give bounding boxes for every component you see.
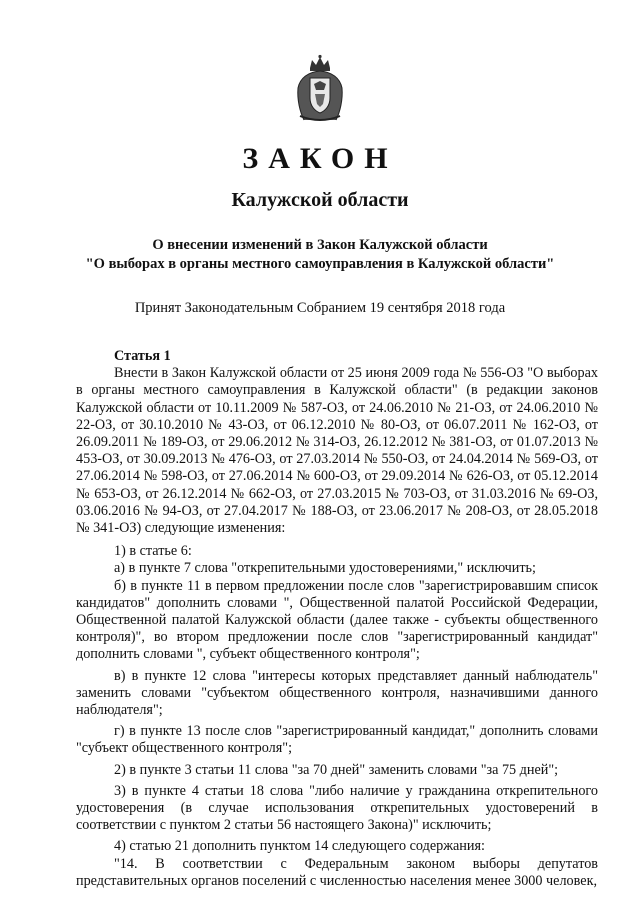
document-title: ЗАКОН — [242, 142, 398, 175]
document-region: Калужской области — [231, 189, 409, 211]
heading-line-1: О внесении изменений в Закон Калужской области — [152, 237, 488, 253]
document-heading — [0, 236, 640, 274]
coat-of-arms-emblem — [294, 54, 346, 124]
article-title: Статья 1 — [114, 348, 171, 364]
paragraph-item-4: 4) статью 21 дополнить пунктом 14 следующего содержания: — [114, 838, 485, 855]
paragraph-item-1v: в) в пункте 12 слова "интересы которых представляет данный наблюдатель" заменить словами "субъектом общественного контроля, назначившими данного наблюдателя"; — [76, 667, 598, 719]
paragraph-item-1: 1) в статье 6: — [114, 543, 192, 560]
paragraph-item-1g: г) в пункте 13 после слов "зарегистрированный кандидат," дополнить словами "субъект общественного контроля"; — [76, 723, 598, 757]
paragraph-item-1a: а) в пункте 7 слова "открепительными удостоверениями," исключить; — [114, 560, 536, 577]
paragraph-item-2: 2) в пункте 3 статьи 11 слова "за 70 дней" заменить словами "за 75 дней"; — [114, 761, 559, 778]
paragraph-item-4-text: "14. В соответствии с Федеральным законом выборы депутатов представительных органов поселений с численностью населения менее 3000 человек, — [76, 855, 598, 889]
paragraph-intro: Внести в Закон Калужской области от 25 июня 2009 года № 556-ОЗ "О выборах в органы местного самоуправления в Калужской области" (в редакции законов Калужской области от 10.11.2009 № 587-ОЗ, от 24.06.2010 № 21-ОЗ, от 24.06.2010 № 22-ОЗ, от 30.10.2010 № 43-ОЗ, от 06.12.2010 № 80-ОЗ, от 06.07.2011 № 162-ОЗ, от 26.09.2011 № 189-ОЗ, от 29.06.2012 № 314-ОЗ, 26.12.2012 № 381-ОЗ, от 01.07.2013 № 453-ОЗ, от 30.09.2013 № 476-ОЗ, от 27.03.2014 № 550-ОЗ, от 24.04.2014 № 569-ОЗ, от 27.06.2014 № 598-ОЗ, от 27.06.2014 № 600-ОЗ, от 29.09.2014 № 626-ОЗ, от 05.12.2014 № 653-ОЗ, от 26.12.2014 № 662-ОЗ, от 27.03.2015 № 703-ОЗ, от 31.03.2016 № 69-ОЗ, 03.06.2016 № 94-ОЗ, от 27.04.2017 № 188-ОЗ, от 23.06.2017 № 208-ОЗ, от 28.05.2018 № 341-ОЗ) следующие изменения: — [76, 365, 598, 537]
paragraph-item-1b: б) в пункте 11 в первом предложении после слов "зарегистрировавшим список кандидатов" дополнить словами ", Общественной палатой Российской Федерации, Общественной палатой Калужской области (далее также - субъекты общественного контроля)", во втором предложении после слов "зарегистрированный кандидат" дополнить словами ", субъект общественного контроля"; — [76, 577, 598, 663]
document-body — [76, 348, 598, 890]
adoption-note: Принят Законодательным Собранием 19 сентября 2018 года — [134, 300, 506, 316]
heading-line-2: "О выборах в органы местного самоуправления в Калужской области" — [85, 256, 555, 272]
paragraph-item-3: 3) в пункте 4 статьи 18 слова "либо наличие у гражданина открепительного удостоверения (в случае использования открепительных удостоверений в соответствии с пунктом 2 статьи 56 настоящего Закона)" исключить; — [76, 782, 598, 834]
